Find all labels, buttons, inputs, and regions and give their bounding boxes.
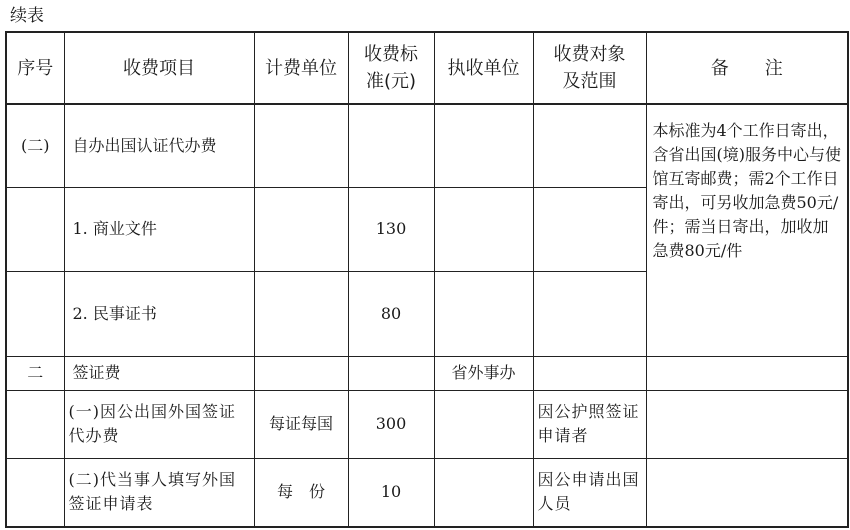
row-unit bbox=[254, 104, 348, 187]
header-standard-line1: 收费标 bbox=[364, 44, 418, 65]
row-standard: 10 bbox=[348, 458, 434, 527]
header-index: 序号 bbox=[6, 32, 64, 104]
row-item: 2. 民事证书 bbox=[64, 271, 254, 356]
row-item: 自办出国认证代办费 bbox=[64, 104, 254, 187]
row-target bbox=[533, 271, 646, 356]
header-standard-line2: 准(元) bbox=[365, 71, 417, 92]
row-item: 签证费 bbox=[64, 356, 254, 390]
header-item: 收费项目 bbox=[64, 32, 254, 104]
row-collector bbox=[434, 390, 533, 458]
table-row bbox=[6, 356, 848, 390]
row-item: (二)代当事人填写外国签证申请表 bbox=[64, 458, 254, 527]
row-unit: 每证每国 bbox=[254, 390, 348, 458]
row-target: 因公申请出国人员 bbox=[533, 458, 646, 527]
table-row bbox=[6, 458, 848, 527]
header-row bbox=[6, 32, 848, 104]
row-target bbox=[533, 356, 646, 390]
row-index bbox=[6, 187, 64, 271]
header-target bbox=[533, 32, 646, 104]
row-target: 因公护照签证申请者 bbox=[533, 390, 646, 458]
row-index: 二 bbox=[6, 356, 64, 390]
header-target-line1: 收费对象 bbox=[553, 44, 626, 65]
row-target bbox=[533, 104, 646, 187]
continued-label: 续表 bbox=[10, 6, 44, 26]
row-collector bbox=[434, 271, 533, 356]
row-collector bbox=[434, 187, 533, 271]
row-unit bbox=[254, 356, 348, 390]
header-target-line2: 及范围 bbox=[562, 71, 617, 92]
row-standard: 80 bbox=[348, 271, 434, 356]
row-remarks bbox=[646, 356, 848, 390]
header-standard bbox=[348, 32, 434, 104]
row-index bbox=[6, 390, 64, 458]
row-collector: 省外事办 bbox=[434, 356, 533, 390]
header-collector: 执收单位 bbox=[434, 32, 533, 104]
header-unit: 计费单位 bbox=[254, 32, 348, 104]
table-row bbox=[6, 390, 848, 458]
row-index: (二) bbox=[6, 104, 64, 187]
row-unit bbox=[254, 271, 348, 356]
table-row bbox=[6, 104, 848, 187]
row-standard: 130 bbox=[348, 187, 434, 271]
row-index bbox=[6, 271, 64, 356]
row-collector bbox=[434, 458, 533, 527]
row-index bbox=[6, 458, 64, 527]
row-item: (一)因公出国外国签证代办费 bbox=[64, 390, 254, 458]
row-standard: 300 bbox=[348, 390, 434, 458]
row-item: 1. 商业文件 bbox=[64, 187, 254, 271]
row-unit bbox=[254, 187, 348, 271]
remarks-cell: 本标准为4个工作日寄出，含省出国(境)服务中心与使馆互寄邮费；需2个工作日寄出，可另收加急费50元/件；需当日寄出，加收加急费80元/件 bbox=[646, 104, 848, 356]
row-remarks bbox=[646, 458, 848, 527]
row-target bbox=[533, 187, 646, 271]
row-remarks bbox=[646, 390, 848, 458]
row-standard bbox=[348, 104, 434, 187]
row-unit: 每 份 bbox=[254, 458, 348, 527]
row-collector bbox=[434, 104, 533, 187]
row-standard bbox=[348, 356, 434, 390]
header-remarks: 备 注 bbox=[646, 32, 848, 104]
fee-table bbox=[5, 31, 849, 528]
